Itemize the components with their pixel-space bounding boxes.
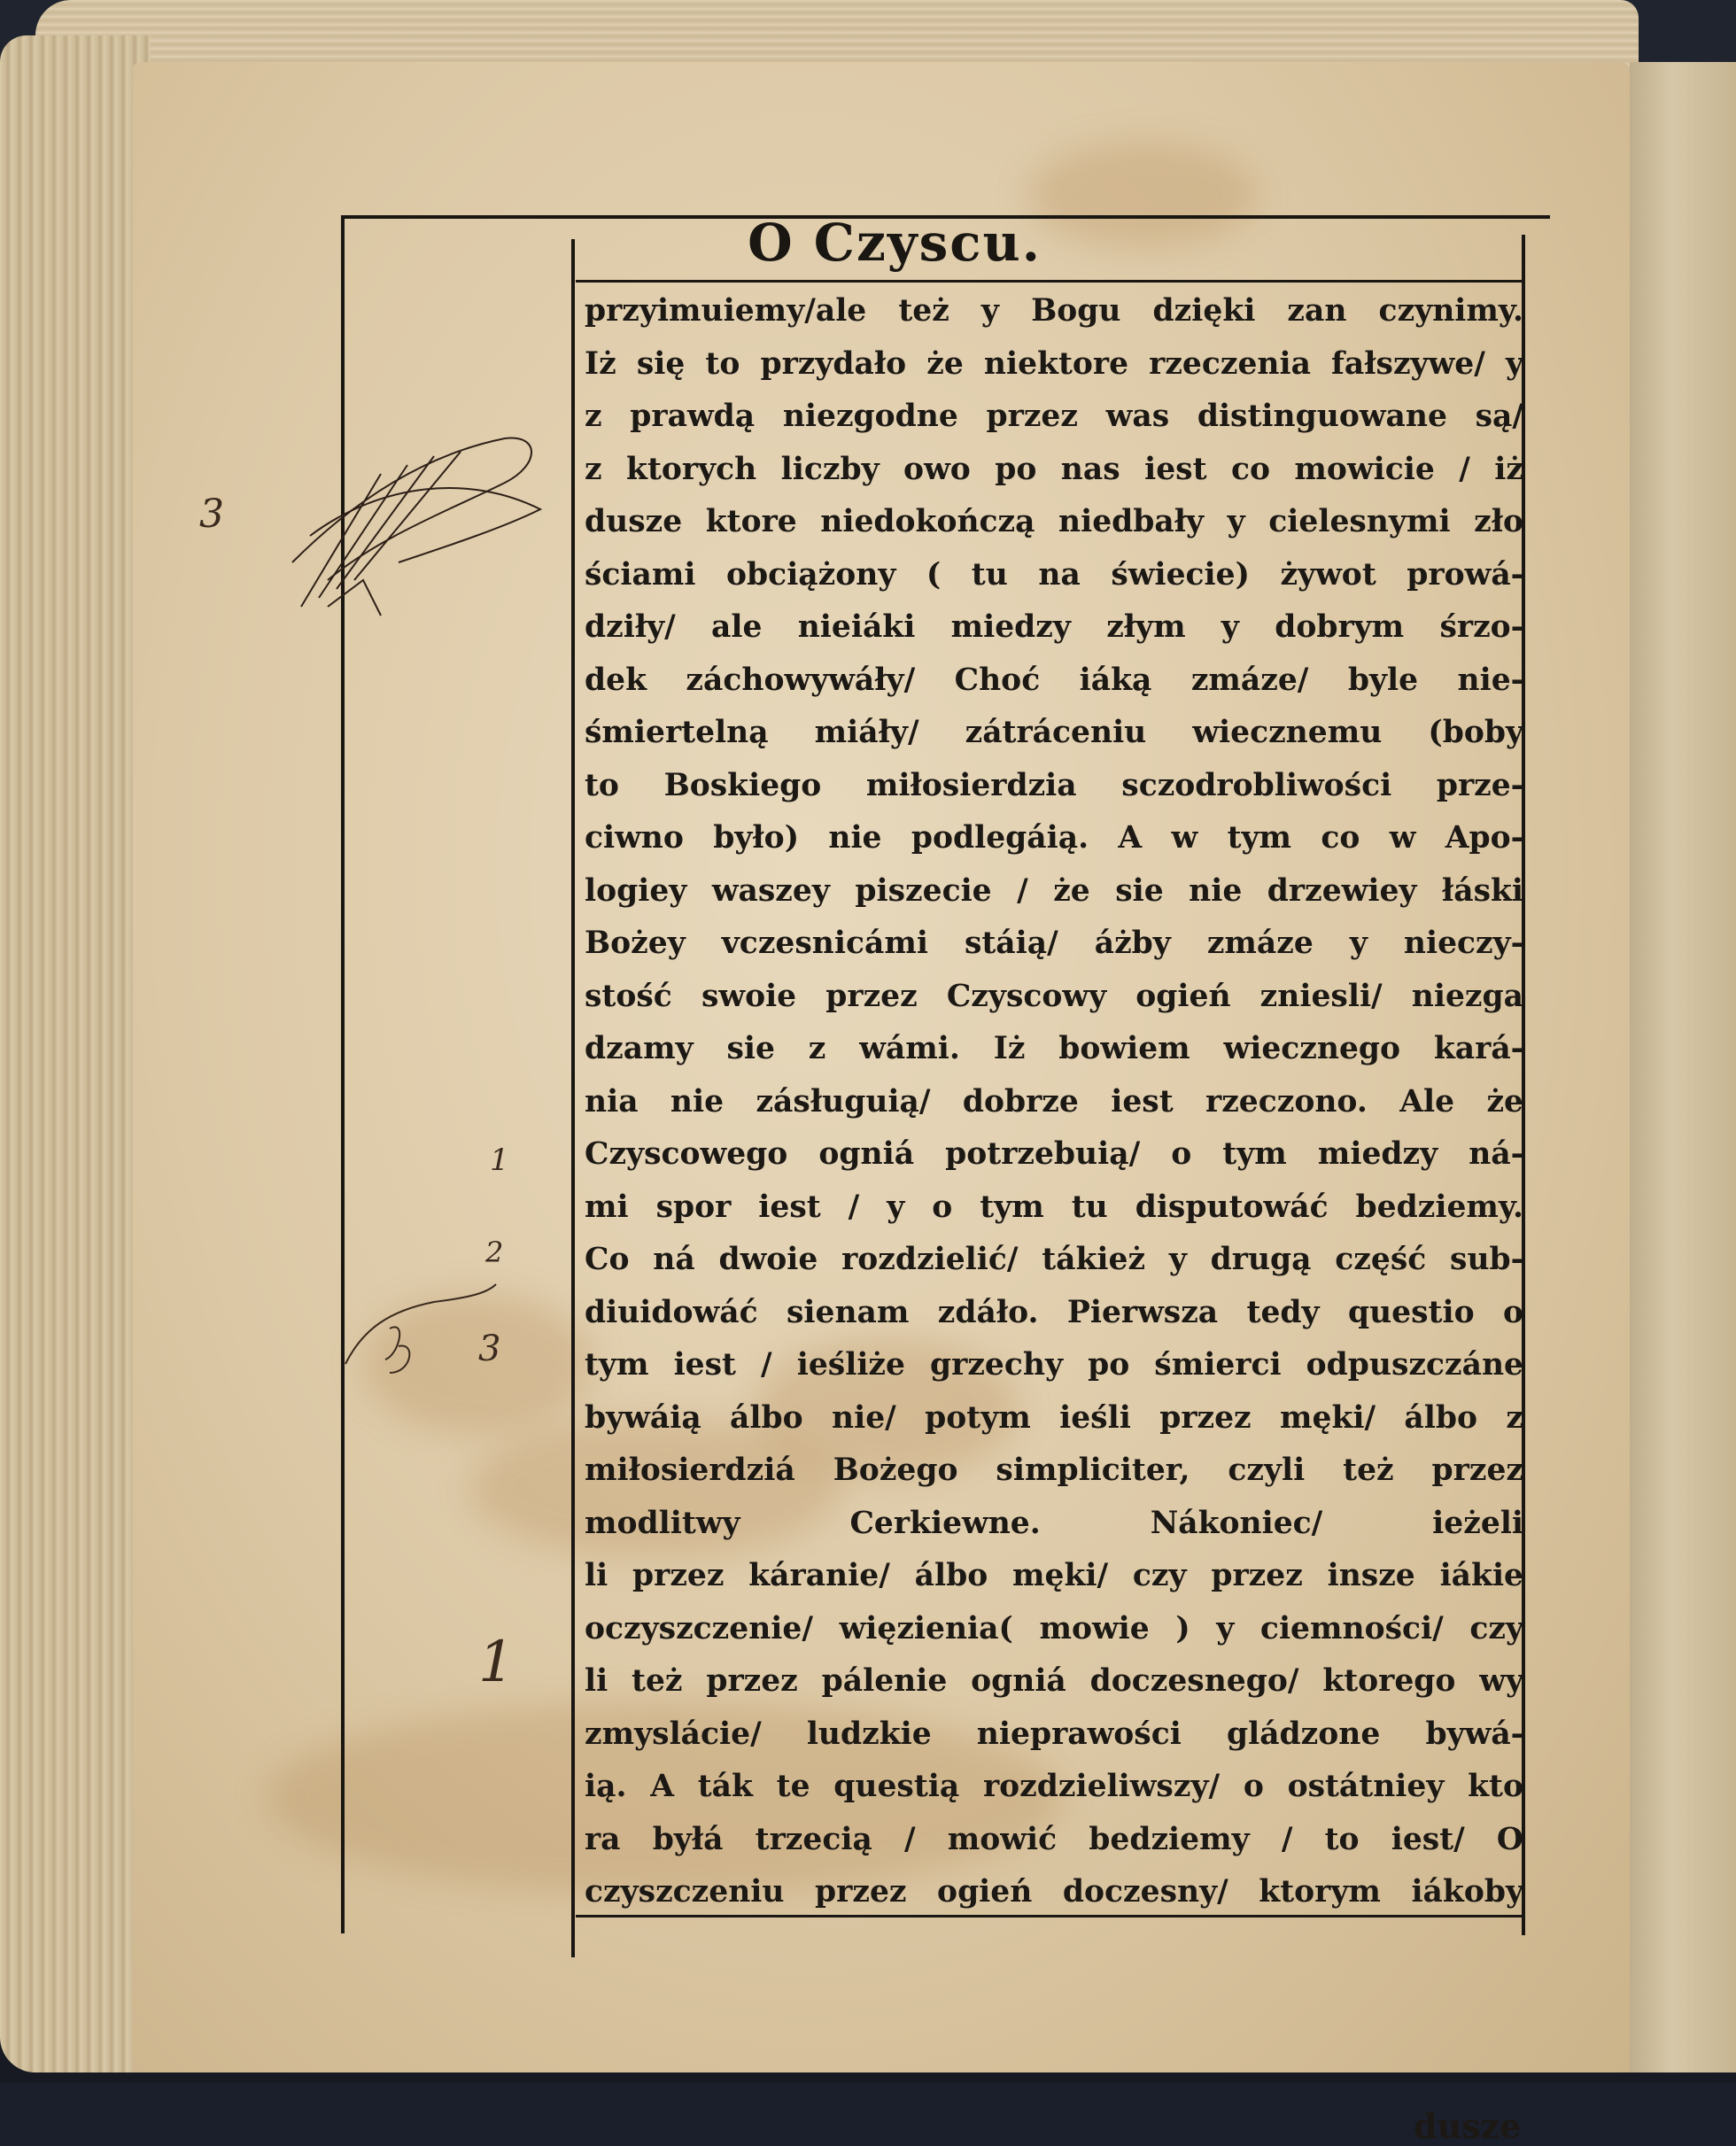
header-rule: [576, 280, 1523, 283]
text-line: [585, 601, 1523, 655]
text-line-content: oczyszczenie/ więzienia( mowie ) y ciemności/ czy: [585, 1610, 1523, 1646]
page-edges-left: [0, 35, 151, 2072]
text-line-content: Czyscowego ogniá potrzebuią/ o tym miedzy ná-: [585, 1136, 1523, 1172]
text-line: [585, 1814, 1523, 1867]
text-line: [585, 1076, 1523, 1129]
text-line: [585, 918, 1523, 971]
text-line: [585, 1761, 1523, 1814]
page-title: O Czyscu.: [748, 213, 1042, 273]
text-line-content: to Boskiego miłosierdzia sczodrobliwości prze-: [585, 767, 1523, 803]
text-line-content: stość swoie przez Czyscowy ogień zniesli/ niezga: [585, 978, 1523, 1014]
text-line-content: śmiertelną miáły/ zátráceniu wiecznemu (boby: [585, 715, 1523, 750]
text-line: [585, 1181, 1523, 1235]
margin-note: 1: [478, 1630, 515, 1695]
text-line-content: dek záchowywáły/ Choć iáką zmáze/ byle nie-: [585, 662, 1523, 698]
text-line: [585, 812, 1523, 865]
text-line-content: tym iest / ieśliże grzechy po śmierci odpuszczáne: [585, 1347, 1523, 1383]
text-line: [585, 865, 1523, 918]
flourish-drawing: [275, 403, 558, 633]
margin-note: 3: [199, 492, 224, 537]
text-line-content: przyimuiemy/ale też y Bogu dzięki zan czynimy.: [585, 293, 1523, 329]
text-line: [585, 1655, 1523, 1708]
margin-note: 1: [490, 1143, 509, 1178]
text-line-content: bywáią álbo nie/ potym ieśli przez męki/ álbo z: [585, 1399, 1523, 1436]
text-line: [585, 1603, 1523, 1656]
facing-page: [1630, 62, 1736, 2072]
frame-inner-rule: [571, 239, 575, 1957]
text-line-content: ra byłá trzecią / mowić bedziemy / to iest/ O: [585, 1821, 1523, 1857]
text-line: [585, 285, 1523, 338]
text-line-content: ią. A ták te questią rozdzieliwszy/ o ostátniey kto: [585, 1769, 1523, 1804]
text-line-content: Bożey vczesnicámi stáią/ áżby zmáze y nieczy-: [585, 926, 1523, 961]
text-line: [585, 1339, 1523, 1392]
flourish-drawing: [337, 1258, 514, 1382]
text-line: [585, 1287, 1523, 1340]
text-line-content: czyszczeniu przez ogień doczesny/ ktorym iákoby: [585, 1874, 1523, 1910]
text-line-content: li przez káranie/ álbo męki/ czy przez insze iákie: [585, 1558, 1523, 1593]
text-line-content: logiey waszey piszecie / że sie nie drzewiey łáski: [585, 872, 1523, 909]
text-line-content: ściami obciążony ( tu na świecie) żywot prowá-: [585, 556, 1523, 593]
text-line: [585, 496, 1523, 549]
text-line: [585, 1445, 1523, 1498]
text-line: [585, 1392, 1523, 1445]
text-line-content: dusze ktore niedokończą niedbały y cielesnymi zło: [585, 504, 1523, 539]
text-line: [585, 1550, 1523, 1603]
margin-note: 3: [478, 1329, 501, 1369]
text-line: [585, 1498, 1523, 1551]
text-line-content: nia nie zásługuią/ dobrze iest rzeczono. Ale że: [585, 1083, 1523, 1119]
text-line-content: z ktorych liczby owo po nas iest co mowicie / iż: [585, 451, 1523, 487]
text-line-content: diuidowáć sienam zdáło. Pierwsza tedy questio o: [585, 1294, 1523, 1330]
text-line: [585, 391, 1523, 444]
text-line-content: miłosierdziá Bożego simpliciter, czyli też przez: [585, 1453, 1523, 1488]
text-line: [585, 444, 1523, 497]
text-line-content: z prawdą niezgodne przez was distinguowane są/: [585, 399, 1523, 434]
catchword: dusze: [1414, 2106, 1522, 2146]
text-line-content: li też przez pálenie ogniá doczesnego/ ktorego wy: [585, 1663, 1523, 1699]
text-line: [585, 1866, 1523, 1919]
text-line: [585, 1708, 1523, 1762]
text-line-content: Iż się to przydało że niektore rzeczenia fałszywe/ y: [585, 345, 1523, 382]
text-line: [585, 338, 1523, 391]
text-line-content: mi spor iest / y o tym tu disputowáć bedziemy.: [585, 1189, 1523, 1225]
text-line-content: dzamy sie z wámi. Iż bowiem wiecznego kará-: [585, 1031, 1523, 1066]
text-line: [585, 971, 1523, 1024]
text-line: [585, 549, 1523, 602]
body-text: [585, 285, 1523, 1919]
text-line-content: dziły/ ale nieiáki miedzy złym y dobrym śrzo-: [585, 609, 1523, 645]
margin-note: 2: [485, 1236, 504, 1269]
text-line: [585, 1234, 1523, 1287]
text-line: [585, 655, 1523, 708]
text-line: [585, 1128, 1523, 1181]
text-line-content: zmyslácie/ ludzkie nieprawości gládzone bywá-: [585, 1716, 1523, 1752]
text-line-content: Co ná dwoie rozdzielić/ tákież y drugą część sub-: [585, 1242, 1523, 1277]
text-line: [585, 707, 1523, 760]
text-line: [585, 1023, 1523, 1076]
text-line-content: ciwno było) nie podlegáią. A w tym co w Apo-: [585, 820, 1523, 856]
text-line-content: modlitwy Cerkiewne. Nákoniec/ ieżeli: [585, 1505, 1523, 1541]
text-line: [585, 760, 1523, 813]
